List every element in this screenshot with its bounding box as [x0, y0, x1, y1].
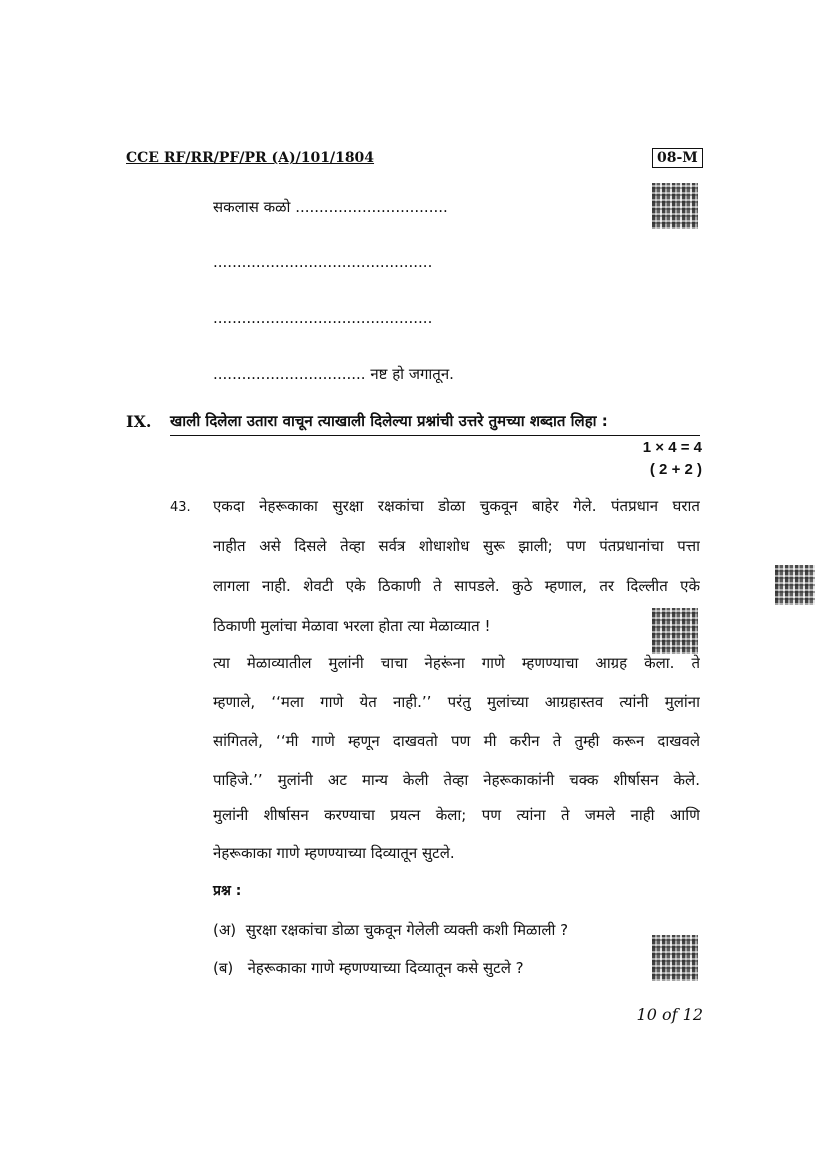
- section-number: IX.: [126, 412, 152, 431]
- subquestion-text: सुरक्षा रक्षकांचा डोळा चुकवून गेलेली व्यक्ती कशी मिळाली ?: [245, 921, 569, 939]
- passage-line: ठिकाणी मुलांचा मेळावा भरला होता त्या मेळाव्यात !: [213, 617, 491, 635]
- marks: 1 × 4 = 4: [642, 439, 702, 456]
- qr-code: [652, 935, 698, 981]
- page-number: 10 of 12: [636, 1005, 703, 1024]
- passage-line: म्हणाले, ‘‘मला गाणे येत नाही.’’ परंतु मुलांच्या आग्रहास्तव त्यांनी मुलांना: [213, 693, 700, 711]
- subquestion-b: [213, 958, 524, 978]
- question-number: 43.: [170, 500, 191, 515]
- passage-line: लागला नाही. शेवटी एके ठिकाणी ते सापडले. कुठे म्हणाल, तर दिल्लीत एके: [213, 577, 700, 595]
- poem-line: ................................ नष्ट हो जगातून.: [213, 365, 454, 383]
- paper-code: CCE RF/RR/PF/PR (A)/101/1804: [126, 150, 375, 166]
- prompt-label: प्रश्न :: [213, 883, 242, 899]
- passage-line: नेहरूकाका गाणे म्हणण्याच्या दिव्यातून सुटले.: [213, 844, 455, 862]
- poem-line: ..............................................: [213, 309, 433, 327]
- version-box: 08-M: [652, 148, 703, 168]
- passage-line: एकदा नेहरूकाका सुरक्षा रक्षकांचा डोळा चुकवून बाहेर गेले. पंतप्रधान घरात: [213, 497, 700, 515]
- subquestion-text: नेहरूकाका गाणे म्हणण्याच्या दिव्यातून कसे सुटले ?: [247, 959, 524, 977]
- section-instruction: खाली दिलेला उतारा वाचून त्याखाली दिलेल्या प्रश्नांची उत्तरे तुमच्या शब्दात लिहा :: [170, 411, 700, 436]
- marks-split: ( 2 + 2 ): [649, 461, 702, 478]
- poem-line: ..............................................: [213, 253, 433, 271]
- qr-code: [652, 183, 698, 229]
- poem-line: सकलास कळो ................................: [213, 198, 448, 216]
- subquestion-label: (ब): [213, 959, 234, 977]
- passage-line: सांगितले, ‘‘मी गाणे म्हणून दाखवतो पण मी करीन ते तुम्ही करून दाखवले: [213, 732, 700, 750]
- qr-code: [775, 565, 815, 605]
- passage-line: मुलांनी शीर्षासन करण्याचा प्रयत्न केला; पण त्यांना ते जमले नाही आणि: [213, 806, 700, 824]
- passage-line: पाहिजे.’’ मुलांनी अट मान्य केली तेव्हा नेहरूकाकांनी चक्क शीर्षासन केले.: [213, 771, 700, 789]
- subquestion-a: [213, 920, 568, 940]
- subquestion-label: (अ): [213, 921, 237, 939]
- passage-line: त्या मेळाव्यातील मुलांनी चाचा नेहरूंना गाणे म्हणण्याचा आग्रह केला. ते: [213, 654, 700, 672]
- passage-line: नाहीत असे दिसले तेव्हा सर्वत्र शोधाशोध सुरू झाली; पण पंतप्रधानांचा पत्ता: [213, 537, 700, 555]
